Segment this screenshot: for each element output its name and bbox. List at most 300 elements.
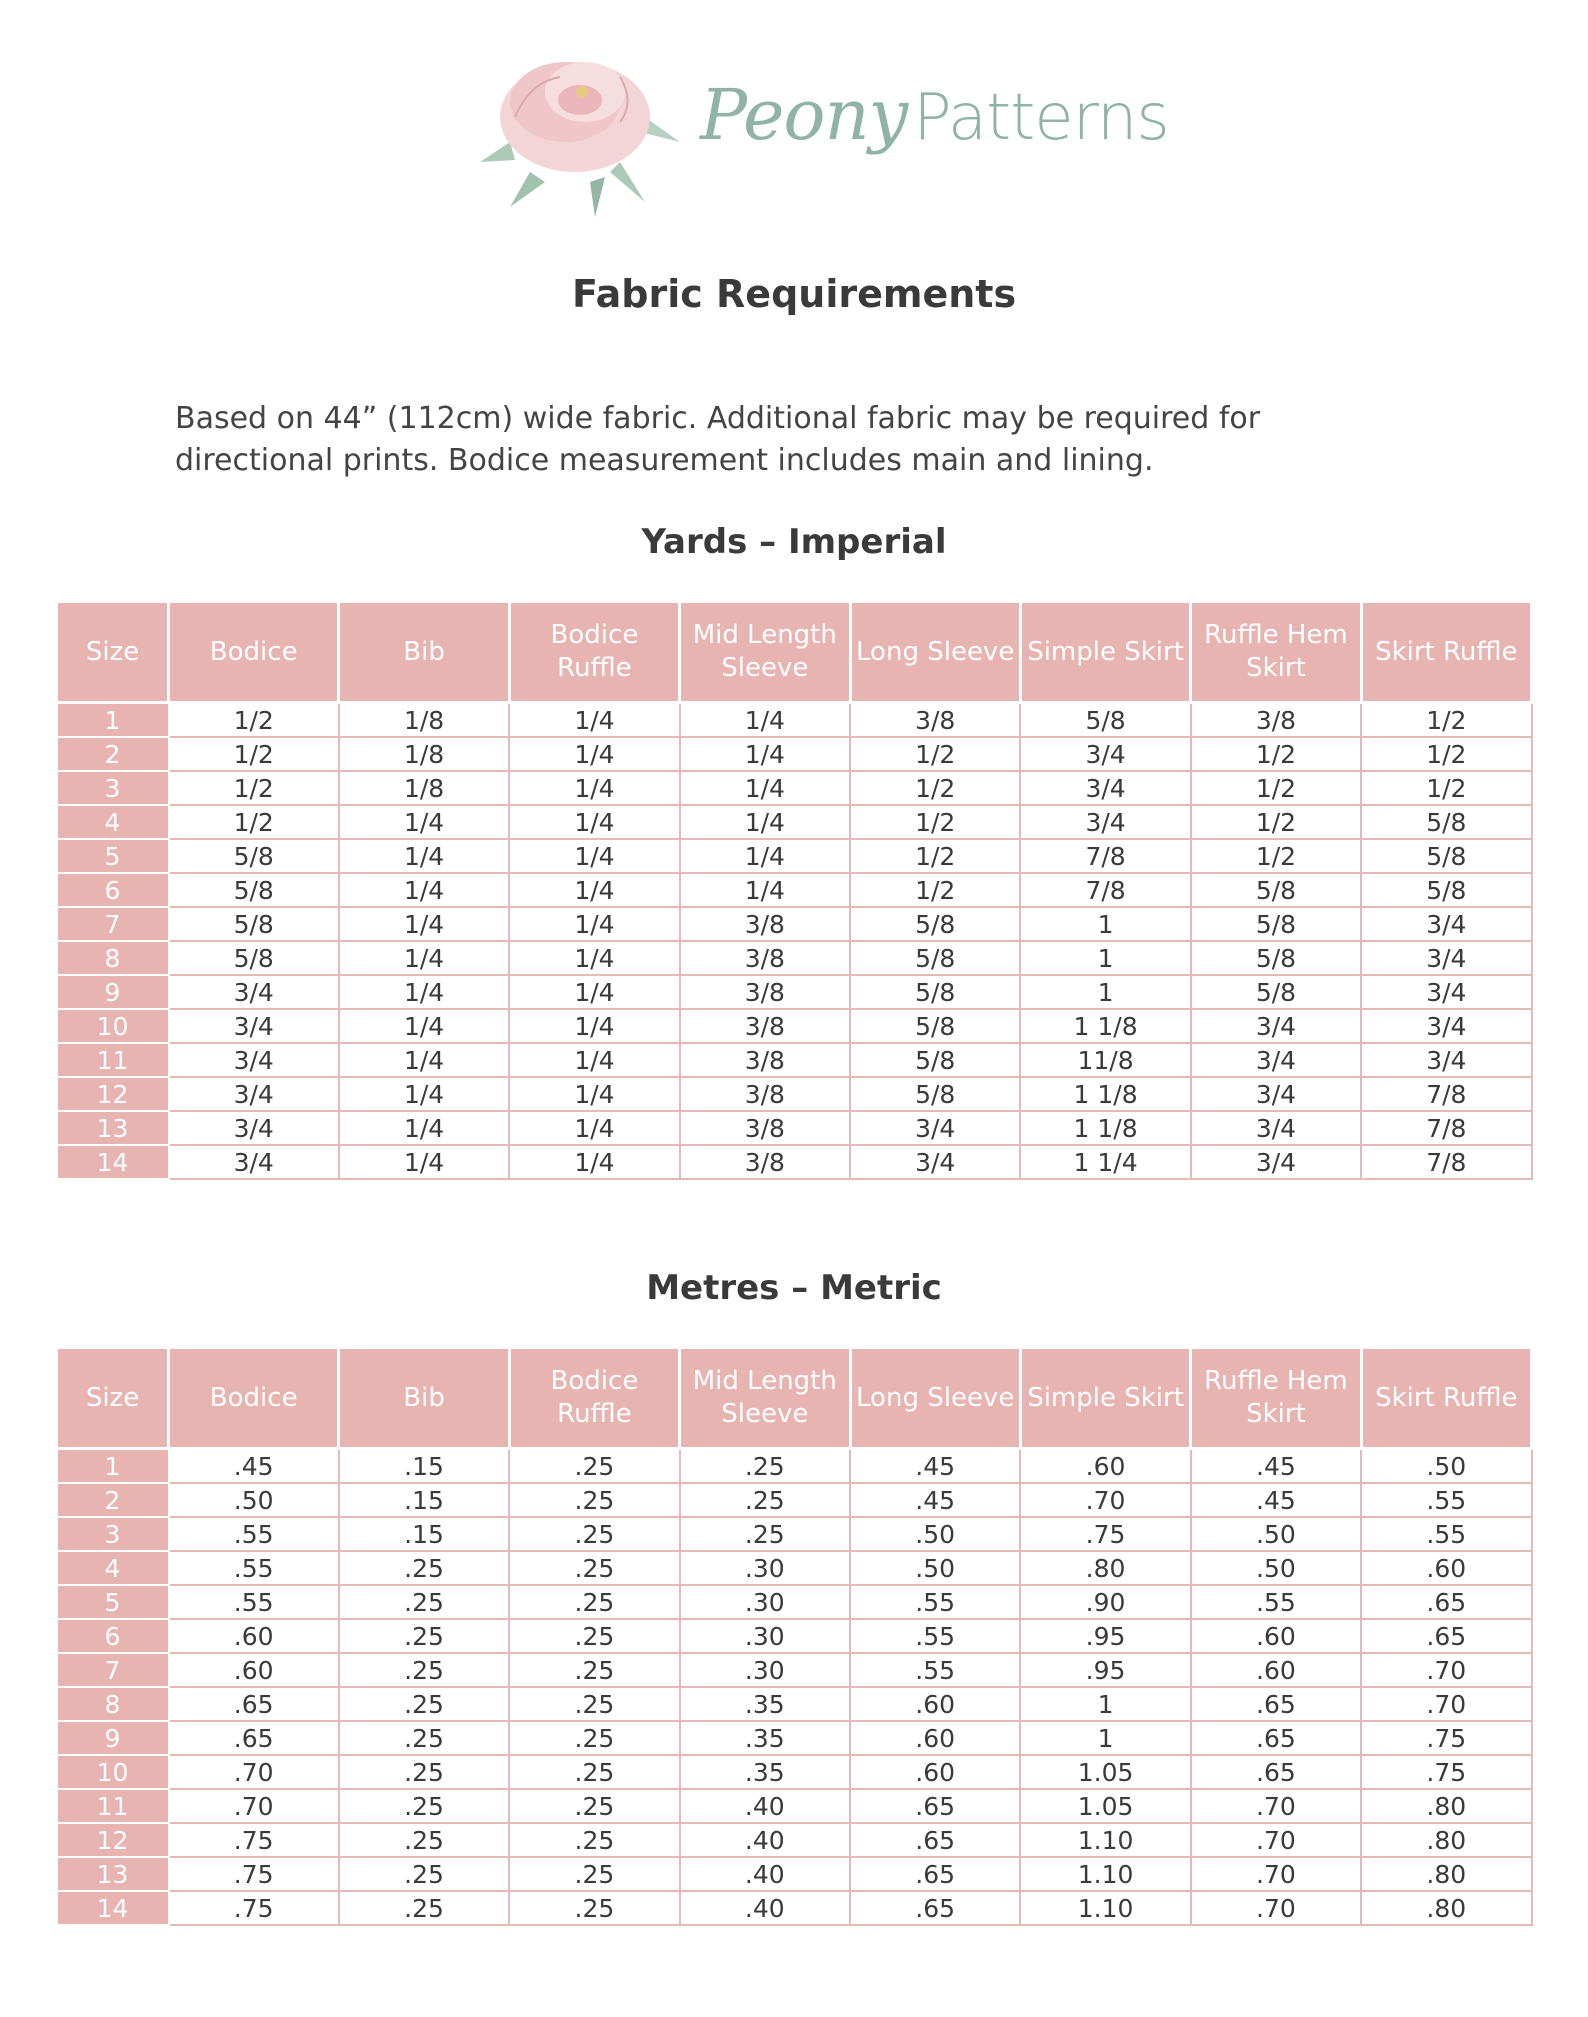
size-cell: 13 xyxy=(57,1857,169,1891)
table-cell: .60 xyxy=(1361,1551,1531,1585)
table-cell: 1/2 xyxy=(850,873,1020,907)
table-cell: .70 xyxy=(1191,1789,1361,1823)
table-cell: 7/8 xyxy=(1361,1145,1531,1179)
table-cell: .45 xyxy=(169,1449,339,1484)
table-cell: 1/4 xyxy=(339,907,509,941)
size-cell: 1 xyxy=(57,1449,169,1484)
table-cell: 1/4 xyxy=(509,1077,679,1111)
table-cell: 1 xyxy=(1020,907,1190,941)
table-cell: .25 xyxy=(509,1517,679,1551)
table-cell: 1/4 xyxy=(339,1043,509,1077)
table-cell: 3/4 xyxy=(1191,1111,1361,1145)
table-row xyxy=(57,1483,1532,1517)
size-cell: 3 xyxy=(57,771,169,805)
table-cell: .25 xyxy=(509,1585,679,1619)
table-cell: .50 xyxy=(850,1517,1020,1551)
table-cell: .25 xyxy=(680,1517,850,1551)
table-cell: 3/4 xyxy=(1191,1043,1361,1077)
table-cell: 3/8 xyxy=(1191,703,1361,738)
table-cell: 1/4 xyxy=(339,839,509,873)
table-cell: .30 xyxy=(680,1619,850,1653)
table-cell: .25 xyxy=(339,1891,509,1925)
size-cell: 5 xyxy=(57,839,169,873)
table-cell: 1/4 xyxy=(680,737,850,771)
table-cell: 3/4 xyxy=(169,1043,339,1077)
table-cell: .25 xyxy=(509,1449,679,1484)
table-cell: 1.05 xyxy=(1020,1755,1190,1789)
table-cell: 3/8 xyxy=(680,907,850,941)
table-row xyxy=(57,1145,1532,1179)
size-cell: 4 xyxy=(57,805,169,839)
table-row xyxy=(57,1789,1532,1823)
table-row xyxy=(57,1043,1532,1077)
table-cell: 1/4 xyxy=(339,941,509,975)
table-cell: .65 xyxy=(1191,1721,1361,1755)
table-cell: .80 xyxy=(1361,1891,1531,1925)
table-cell: .70 xyxy=(169,1789,339,1823)
table-cell: .25 xyxy=(339,1857,509,1891)
table-cell: .70 xyxy=(1020,1483,1190,1517)
imperial-title: Yards – Imperial xyxy=(641,522,947,562)
table-cell: 1/2 xyxy=(1361,771,1531,805)
size-cell: 12 xyxy=(57,1077,169,1111)
table-cell: .75 xyxy=(1020,1517,1190,1551)
table-cell: 3/4 xyxy=(1361,1043,1531,1077)
table-cell: 1/4 xyxy=(509,975,679,1009)
table-row xyxy=(57,1755,1532,1789)
table-cell: .30 xyxy=(680,1585,850,1619)
table-row xyxy=(57,1653,1532,1687)
column-header: Simple Skirt xyxy=(1020,602,1190,703)
table-cell: 3/4 xyxy=(850,1111,1020,1145)
table-row xyxy=(57,1551,1532,1585)
table-cell: 3/4 xyxy=(1191,1009,1361,1043)
table-cell: .55 xyxy=(169,1517,339,1551)
table-cell: .65 xyxy=(1361,1619,1531,1653)
table-row xyxy=(57,771,1532,805)
table-cell: .15 xyxy=(339,1449,509,1484)
table-cell: 5/8 xyxy=(850,1043,1020,1077)
table-cell: .45 xyxy=(1191,1449,1361,1484)
page-title: Fabric Requirements xyxy=(571,272,1017,316)
header-row xyxy=(57,602,1532,703)
table-cell: 1 1/4 xyxy=(1020,1145,1190,1179)
table-row xyxy=(57,1857,1532,1891)
size-cell: 4 xyxy=(57,1551,169,1585)
table-row xyxy=(57,703,1532,738)
table-cell: 1/4 xyxy=(680,703,850,738)
table-cell: .25 xyxy=(509,1653,679,1687)
table-row xyxy=(57,941,1532,975)
table-row xyxy=(57,975,1532,1009)
table-row xyxy=(57,1687,1532,1721)
table-cell: 3/8 xyxy=(680,941,850,975)
table-cell: 5/8 xyxy=(1191,941,1361,975)
table-cell: .75 xyxy=(169,1857,339,1891)
table-cell: 1.10 xyxy=(1020,1857,1190,1891)
table-cell: .70 xyxy=(1361,1653,1531,1687)
table-cell: 1 xyxy=(1020,975,1190,1009)
table-cell: .65 xyxy=(850,1891,1020,1925)
table-cell: .35 xyxy=(680,1687,850,1721)
table-cell: 5/8 xyxy=(850,1009,1020,1043)
table-cell: 1/4 xyxy=(509,1043,679,1077)
table-cell: .25 xyxy=(509,1891,679,1925)
size-cell: 9 xyxy=(57,1721,169,1755)
table-cell: 1 xyxy=(1020,1687,1190,1721)
table-cell: 1/4 xyxy=(509,839,679,873)
table-cell: .40 xyxy=(680,1891,850,1925)
table-cell: .30 xyxy=(680,1551,850,1585)
table-cell: .65 xyxy=(1361,1585,1531,1619)
table-cell: .35 xyxy=(680,1755,850,1789)
table-cell: .70 xyxy=(1361,1687,1531,1721)
table-cell: 1/4 xyxy=(509,1111,679,1145)
table-cell: 3/4 xyxy=(1020,737,1190,771)
table-cell: 3/4 xyxy=(850,1145,1020,1179)
table-cell: .60 xyxy=(850,1687,1020,1721)
table-cell: 3/4 xyxy=(1191,1077,1361,1111)
column-header: Mid Length Sleeve xyxy=(680,602,850,703)
table-cell: .50 xyxy=(1361,1449,1531,1484)
table-cell: 3/4 xyxy=(1361,907,1531,941)
table-cell: .60 xyxy=(1191,1653,1361,1687)
table-cell: .60 xyxy=(850,1755,1020,1789)
brand-name xyxy=(700,74,1169,156)
column-header: Bib xyxy=(339,1348,509,1449)
table-cell: .65 xyxy=(169,1721,339,1755)
table-cell: 1.10 xyxy=(1020,1823,1190,1857)
table-cell: .45 xyxy=(850,1449,1020,1484)
column-header: Size xyxy=(57,1348,169,1449)
table-cell: 1/4 xyxy=(680,805,850,839)
size-cell: 3 xyxy=(57,1517,169,1551)
size-cell: 7 xyxy=(57,1653,169,1687)
table-cell: 1 1/8 xyxy=(1020,1077,1190,1111)
table-cell: .75 xyxy=(1361,1721,1531,1755)
column-header: Bodice Ruffle xyxy=(509,1348,679,1449)
table-cell: 1/4 xyxy=(339,1145,509,1179)
table-row xyxy=(57,737,1532,771)
table-cell: 1/2 xyxy=(1361,737,1531,771)
table-cell: .70 xyxy=(1191,1823,1361,1857)
table-cell: .40 xyxy=(680,1857,850,1891)
table-cell: 5/8 xyxy=(1361,839,1531,873)
table-cell: 5/8 xyxy=(169,941,339,975)
table-row xyxy=(57,1891,1532,1925)
column-header: Ruffle Hem Skirt xyxy=(1191,1348,1361,1449)
table-cell: .25 xyxy=(680,1449,850,1484)
table-cell: 1/4 xyxy=(680,839,850,873)
table-cell: 1/2 xyxy=(169,805,339,839)
metric-table xyxy=(55,1346,1533,1926)
table-cell: 3/8 xyxy=(680,975,850,1009)
size-cell: 14 xyxy=(57,1145,169,1179)
table-cell: 1/4 xyxy=(509,805,679,839)
table-cell: 1/4 xyxy=(509,1009,679,1043)
table-cell: 5/8 xyxy=(1191,873,1361,907)
size-cell: 14 xyxy=(57,1891,169,1925)
column-header: Skirt Ruffle xyxy=(1361,1348,1531,1449)
brand-name-part1: Peony xyxy=(700,74,908,156)
table-cell: 1/4 xyxy=(509,771,679,805)
table-cell: .55 xyxy=(850,1585,1020,1619)
table-cell: 3/4 xyxy=(169,975,339,1009)
table-cell: 3/4 xyxy=(1361,941,1531,975)
size-cell: 7 xyxy=(57,907,169,941)
table-cell: 1/4 xyxy=(339,1111,509,1145)
table-cell: 3/4 xyxy=(1020,771,1190,805)
table-cell: 1/2 xyxy=(1191,839,1361,873)
table-cell: .80 xyxy=(1361,1789,1531,1823)
size-cell: 11 xyxy=(57,1789,169,1823)
table-cell: .25 xyxy=(509,1823,679,1857)
table-cell: 1/2 xyxy=(850,805,1020,839)
table-cell: .50 xyxy=(169,1483,339,1517)
table-cell: .60 xyxy=(169,1619,339,1653)
table-cell: 1/4 xyxy=(680,771,850,805)
table-cell: 1/4 xyxy=(339,805,509,839)
table-cell: 1/4 xyxy=(680,873,850,907)
table-cell: .55 xyxy=(850,1619,1020,1653)
table-cell: 5/8 xyxy=(169,907,339,941)
table-cell: 1/2 xyxy=(169,771,339,805)
table-cell: 3/8 xyxy=(680,1145,850,1179)
table-cell: 7/8 xyxy=(1361,1077,1531,1111)
table-cell: .65 xyxy=(1191,1687,1361,1721)
table-row xyxy=(57,1721,1532,1755)
size-cell: 8 xyxy=(57,1687,169,1721)
column-header: Long Sleeve xyxy=(850,1348,1020,1449)
table-cell: 5/8 xyxy=(169,839,339,873)
table-cell: .25 xyxy=(339,1551,509,1585)
table-cell: 1/2 xyxy=(169,703,339,738)
table-cell: .65 xyxy=(850,1823,1020,1857)
table-cell: .25 xyxy=(680,1483,850,1517)
column-header: Bodice Ruffle xyxy=(509,602,679,703)
table-cell: .25 xyxy=(509,1687,679,1721)
table-cell: .75 xyxy=(1361,1755,1531,1789)
table-cell: 5/8 xyxy=(169,873,339,907)
table-cell: 7/8 xyxy=(1361,1111,1531,1145)
table-cell: .25 xyxy=(509,1755,679,1789)
table-cell: .25 xyxy=(339,1755,509,1789)
table-cell: 5/8 xyxy=(1191,975,1361,1009)
table-cell: .65 xyxy=(850,1857,1020,1891)
table-cell: 3/4 xyxy=(1361,975,1531,1009)
table-cell: 5/8 xyxy=(850,975,1020,1009)
table-cell: .55 xyxy=(169,1551,339,1585)
table-cell: .75 xyxy=(169,1891,339,1925)
table-cell: 1/4 xyxy=(509,737,679,771)
table-cell: 5/8 xyxy=(1361,873,1531,907)
metric-title: Metres – Metric xyxy=(646,1268,942,1308)
table-cell: 3/4 xyxy=(1361,1009,1531,1043)
brand-name-part2: Patterns xyxy=(913,81,1169,155)
table-cell: 1/8 xyxy=(339,771,509,805)
table-cell: .25 xyxy=(339,1619,509,1653)
table-row xyxy=(57,1111,1532,1145)
table-cell: .95 xyxy=(1020,1619,1190,1653)
table-cell: 1/4 xyxy=(509,1145,679,1179)
table-cell: 1 1/8 xyxy=(1020,1009,1190,1043)
table-cell: .25 xyxy=(509,1789,679,1823)
table-cell: 3/8 xyxy=(850,703,1020,738)
table-cell: 5/8 xyxy=(850,941,1020,975)
table-cell: 1/4 xyxy=(339,1009,509,1043)
table-cell: .25 xyxy=(339,1585,509,1619)
size-cell: 9 xyxy=(57,975,169,1009)
table-cell: 3/8 xyxy=(680,1077,850,1111)
column-header: Bodice xyxy=(169,1348,339,1449)
table-cell: .55 xyxy=(1361,1483,1531,1517)
peony-flower-icon xyxy=(470,22,690,222)
table-cell: .70 xyxy=(1191,1891,1361,1925)
size-cell: 10 xyxy=(57,1009,169,1043)
size-cell: 6 xyxy=(57,873,169,907)
table-cell: .25 xyxy=(339,1687,509,1721)
table-cell: 3/4 xyxy=(1020,805,1190,839)
table-cell: 3/4 xyxy=(169,1077,339,1111)
column-header: Size xyxy=(57,602,169,703)
table-cell: 1 1/8 xyxy=(1020,1111,1190,1145)
table-cell: .80 xyxy=(1020,1551,1190,1585)
table-cell: 1/2 xyxy=(1191,771,1361,805)
header-row xyxy=(57,1348,1532,1449)
table-cell: 11/8 xyxy=(1020,1043,1190,1077)
table-cell: 7/8 xyxy=(1020,873,1190,907)
column-header: Simple Skirt xyxy=(1020,1348,1190,1449)
table-cell: .55 xyxy=(1191,1585,1361,1619)
table-cell: 3/8 xyxy=(680,1043,850,1077)
table-cell: .40 xyxy=(680,1789,850,1823)
table-row xyxy=(57,1619,1532,1653)
table-row xyxy=(57,1823,1532,1857)
table-row xyxy=(57,873,1532,907)
table-cell: 1 xyxy=(1020,941,1190,975)
table-cell: 1/4 xyxy=(509,907,679,941)
table-cell: 3/8 xyxy=(680,1009,850,1043)
table-cell: 1/2 xyxy=(850,839,1020,873)
size-cell: 2 xyxy=(57,1483,169,1517)
table-cell: .80 xyxy=(1361,1857,1531,1891)
size-cell: 12 xyxy=(57,1823,169,1857)
table-cell: .60 xyxy=(1191,1619,1361,1653)
table-cell: 5/8 xyxy=(850,1077,1020,1111)
column-header: Ruffle Hem Skirt xyxy=(1191,602,1361,703)
table-cell: 3/4 xyxy=(1191,1145,1361,1179)
table-cell: .25 xyxy=(339,1721,509,1755)
table-row xyxy=(57,839,1532,873)
table-cell: 1.05 xyxy=(1020,1789,1190,1823)
table-cell: .55 xyxy=(169,1585,339,1619)
table-cell: 1/4 xyxy=(339,873,509,907)
table-cell: .25 xyxy=(339,1653,509,1687)
table-cell: 1/2 xyxy=(1191,805,1361,839)
table-cell: .60 xyxy=(1020,1449,1190,1484)
table-cell: .80 xyxy=(1361,1823,1531,1857)
table-cell: .50 xyxy=(850,1551,1020,1585)
size-cell: 2 xyxy=(57,737,169,771)
imperial-table xyxy=(55,600,1533,1180)
table-cell: 1/4 xyxy=(509,703,679,738)
table-cell: .40 xyxy=(680,1823,850,1857)
column-header: Long Sleeve xyxy=(850,602,1020,703)
table-row xyxy=(57,1449,1532,1484)
table-cell: 5/8 xyxy=(1020,703,1190,738)
table-cell: 1 xyxy=(1020,1721,1190,1755)
table-cell: 5/8 xyxy=(1361,805,1531,839)
table-cell: 1/4 xyxy=(509,873,679,907)
table-cell: 3/4 xyxy=(169,1111,339,1145)
table-row xyxy=(57,1009,1532,1043)
table-cell: .65 xyxy=(169,1687,339,1721)
table-cell: .25 xyxy=(509,1619,679,1653)
table-row xyxy=(57,1585,1532,1619)
table-cell: .15 xyxy=(339,1483,509,1517)
table-row xyxy=(57,907,1532,941)
table-cell: 1/4 xyxy=(509,941,679,975)
table-cell: 5/8 xyxy=(850,907,1020,941)
table-cell: 1/8 xyxy=(339,703,509,738)
size-cell: 6 xyxy=(57,1619,169,1653)
size-cell: 1 xyxy=(57,703,169,738)
column-header: Mid Length Sleeve xyxy=(680,1348,850,1449)
table-cell: .55 xyxy=(850,1653,1020,1687)
table-cell: 1/2 xyxy=(1361,703,1531,738)
table-cell: .55 xyxy=(1361,1517,1531,1551)
column-header: Skirt Ruffle xyxy=(1361,602,1531,703)
table-cell: .30 xyxy=(680,1653,850,1687)
table-cell: 1.10 xyxy=(1020,1891,1190,1925)
table-cell: 1/4 xyxy=(339,975,509,1009)
table-cell: .45 xyxy=(850,1483,1020,1517)
table-cell: 1/2 xyxy=(169,737,339,771)
table-cell: .60 xyxy=(169,1653,339,1687)
intro-text: Based on 44” (112cm) wide fabric. Additional fabric may be required for directional prints. Bodice measurement includes main and lining. xyxy=(175,401,1261,478)
table-cell: 1/2 xyxy=(850,737,1020,771)
table-cell: .25 xyxy=(339,1823,509,1857)
table-cell: .25 xyxy=(509,1721,679,1755)
table-cell: .35 xyxy=(680,1721,850,1755)
table-cell: .65 xyxy=(1191,1755,1361,1789)
table-cell: .70 xyxy=(169,1755,339,1789)
table-cell: .15 xyxy=(339,1517,509,1551)
table-cell: .50 xyxy=(1191,1517,1361,1551)
table-cell: .25 xyxy=(509,1857,679,1891)
size-cell: 8 xyxy=(57,941,169,975)
table-cell: 1/8 xyxy=(339,737,509,771)
table-cell: .45 xyxy=(1191,1483,1361,1517)
brand-logo xyxy=(470,22,1169,222)
table-cell: .75 xyxy=(169,1823,339,1857)
table-row xyxy=(57,1517,1532,1551)
column-header: Bib xyxy=(339,602,509,703)
table-row xyxy=(57,1077,1532,1111)
table-cell: 3/4 xyxy=(169,1145,339,1179)
table-cell: 7/8 xyxy=(1020,839,1190,873)
table-cell: .60 xyxy=(850,1721,1020,1755)
table-cell: 3/4 xyxy=(169,1009,339,1043)
table-cell: .25 xyxy=(509,1551,679,1585)
size-cell: 5 xyxy=(57,1585,169,1619)
size-cell: 13 xyxy=(57,1111,169,1145)
table-cell: .90 xyxy=(1020,1585,1190,1619)
table-cell: .65 xyxy=(850,1789,1020,1823)
table-row xyxy=(57,805,1532,839)
table-cell: 1/2 xyxy=(850,771,1020,805)
table-cell: .50 xyxy=(1191,1551,1361,1585)
